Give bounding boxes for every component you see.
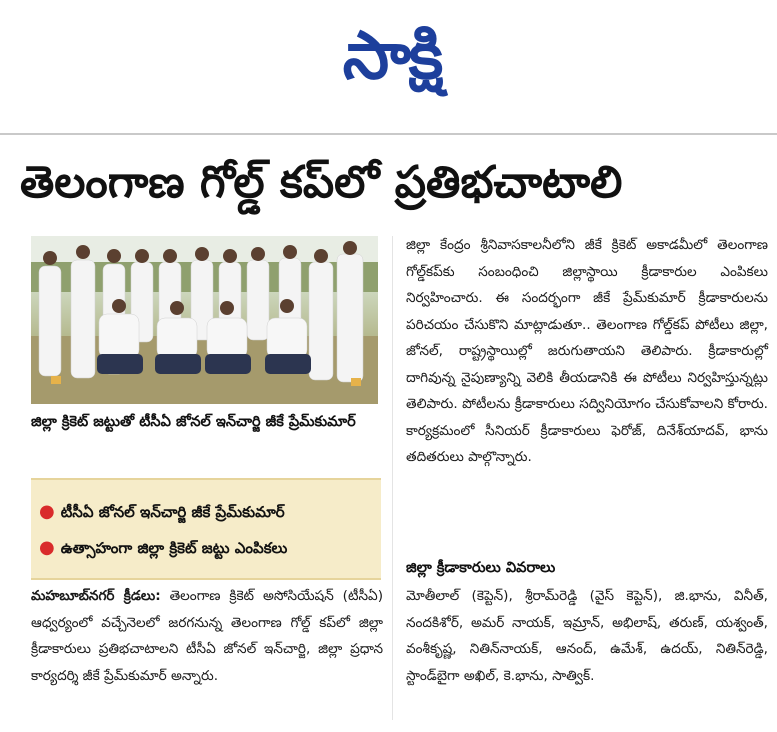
highlight-text: ఉత్సాహంగా జిల్లా క్రికెట్ జట్టు ఎంపికలు — [60, 539, 288, 557]
highlight-item — [39, 500, 285, 524]
team-photo-illustration — [31, 236, 378, 404]
article-body-right: జిల్లా కేంద్రం శ్రీనివాసకాలనీలోని జీకే క్రికెట్ అకాడమీలో తెలంగాణ గోల్డ్‌కప్‌కు సంబంధించి జిల్లాస్థాయి క్రీడాకారుల ఎంపికలు నిర్వహించారు. ఈ సందర్భంగా జీకే ప్రేమ్‌కుమార్ క్రీడాకారులను పరిచయం చేసుకొని మాట్లాడుతూ.. తెలంగాణ గోల్డ్‌కప్ పోటీలు జిల్లా, జోనల్, రాష్ట్రస్థాయిల్లో జరుగుతాయని తెలిపారు. క్రీడాకారుల్లో దాగివున్న నైపుణ్యాన్ని వెలికి తీయడానికి ఈ పోటీలు నిర్వహిస్తున్నట్లు తెలిపారు. పోటీలను క్రీడాకారులు సద్వినియోగం చేసుకోవాలని కోరారు. కార్యక్రమంలో సీనియర్ క్రీడాకారులు ఫెరోజ్, దినేశ్‌యాదవ్, భాను తదితరులు పాల్గొన్నారు. — [406, 237, 768, 465]
article-body-left — [31, 583, 383, 689]
article-headline: తెలంగాణ గోల్డ్ కప్‌లో ప్రతిభచాటాలి — [20, 157, 623, 208]
bullet-icon: ● — [39, 537, 55, 558]
masthead — [0, 0, 777, 132]
bullet-icon: ● — [39, 501, 55, 522]
highlight-item — [39, 536, 287, 560]
players-list: మోతీలాల్ (కెప్టెన్), శ్రీరామ్‌రెడ్డి (వైస్ కెప్టెన్), జి.భాను, వినీత్, నందకిశోర్, అమర్ నాయక్, ఇమ్రాన్, అభిలాష్, తరుణ్, యశ్వంత్, వంశీకృష్ణ, నితిన్‌నాయక్, ఆనంద్, ఉమేశ్, ఉదయ్, నితిన్‌రెడ్డి, స్టాండ్‌బైగా అఖిల్, కె.భాను, సాత్విక్. — [406, 588, 768, 684]
body-left-text: తెలంగాణ క్రికెట్ అసోసియేషన్ (టీసీఏ) ఆధ్వర్యంలో వచ్చేనెలలో జరగనున్న తెలంగాణ గోల్డ్ కప్‌లో జిల్లా క్రీడాకారులు ప్రతిభచాటాలని టీసీఏ జోనల్ ఇన్‌చార్జి, జిల్లా ప్రధాన కార్యదర్శి జీకే ప్రేమ్‌కుమార్ అన్నారు. — [31, 588, 383, 684]
photo-caption: జిల్లా క్రికెట్ జట్టుతో టీసీఏ జోనల్ ఇన్‌చార్జి జీకే ప్రేమ్‌కుమార్ — [31, 414, 356, 430]
highlight-text: టీసీఏ జోనల్ ఇన్‌చార్జి జీకే ప్రేమ్‌కుమార్ — [60, 503, 285, 521]
column-divider — [392, 236, 393, 720]
dateline: మహబూబ్‌నగర్ క్రీడలు: — [31, 588, 161, 604]
masthead-rule — [0, 133, 777, 135]
players-heading: జిల్లా క్రీడాకారులు వివరాలు — [406, 560, 556, 576]
highlights-box — [31, 478, 381, 580]
newspaper-logo: సాక్షి — [342, 17, 442, 94]
team-photo — [31, 236, 378, 404]
